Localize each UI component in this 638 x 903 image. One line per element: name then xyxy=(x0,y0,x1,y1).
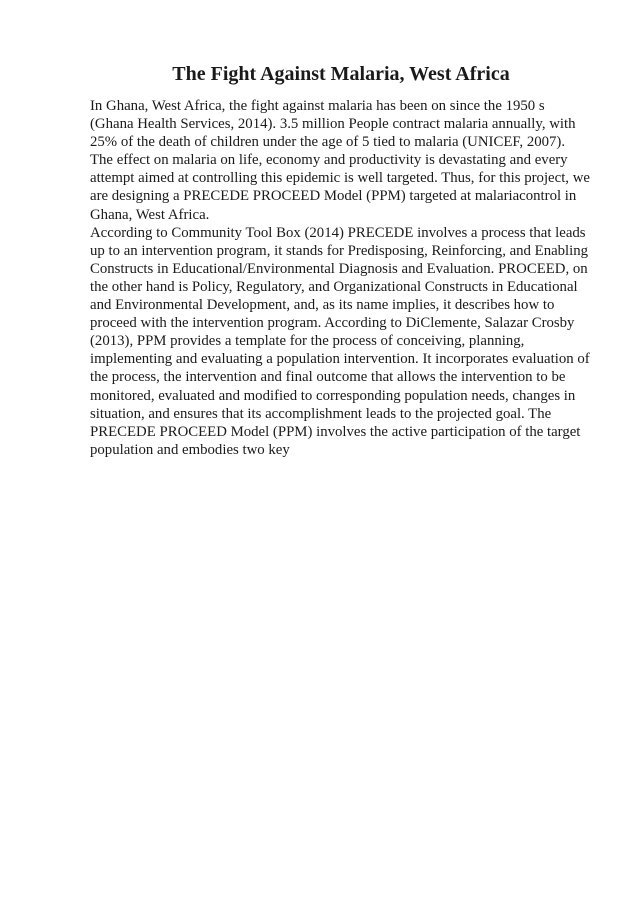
body-line: are designing a PRECEDE PROCEED Model (PPM) targeted at malariacontrol in xyxy=(90,188,577,205)
body-line: situation, and ensures that its accomplishment leads to the projected goal. The xyxy=(90,405,552,422)
body-line: and Environmental Development, and, as its name implies, it describes how to xyxy=(90,297,555,314)
body-line: implementing and evaluating a population intervention. It incorporates evaluation of xyxy=(90,351,590,368)
document-body xyxy=(90,97,590,459)
body-line: According to Community Tool Box (2014) PRECEDE involves a process that leads xyxy=(90,224,586,241)
document-title: The Fight Against Malaria, West Africa xyxy=(172,63,510,85)
body-line: (Ghana Health Services, 2014). 3.5 million People contract malaria annually, with xyxy=(90,116,576,133)
body-line: the process, the intervention and final outcome that allows the intervention to be xyxy=(90,369,566,386)
body-line: Constructs in Educational/Environmental Diagnosis and Evaluation. PROCEED, on xyxy=(90,260,588,277)
body-line: population and embodies two key xyxy=(90,441,290,458)
body-line: monitored, evaluated and modified to corresponding population needs, changes in xyxy=(90,387,576,404)
body-line: the other hand is Policy, Regulatory, and Organizational Constructs in Educational xyxy=(90,278,578,295)
body-line: (2013), PPM provides a template for the process of conceiving, planning, xyxy=(90,333,525,350)
body-line: up to an intervention program, it stands for Predisposing, Reinforcing, and Enabling xyxy=(90,242,589,259)
body-line: proceed with the intervention program. According to DiClemente, Salazar Crosby xyxy=(90,315,575,332)
body-line: PRECEDE PROCEED Model (PPM) involves the active participation of the target xyxy=(90,423,581,440)
body-line: The effect on malaria on life, economy and productivity is devastating and every xyxy=(90,152,568,169)
body-line: Ghana, West Africa. xyxy=(90,206,210,223)
body-line: In Ghana, West Africa, the fight against malaria has been on since the 1950 s xyxy=(90,98,545,114)
body-line: 25% of the death of children under the age of 5 tied to malaria (UNICEF, 2007). xyxy=(90,134,566,151)
body-line: attempt aimed at controlling this epidemic is well targeted. Thus, for this project, we xyxy=(90,170,590,187)
